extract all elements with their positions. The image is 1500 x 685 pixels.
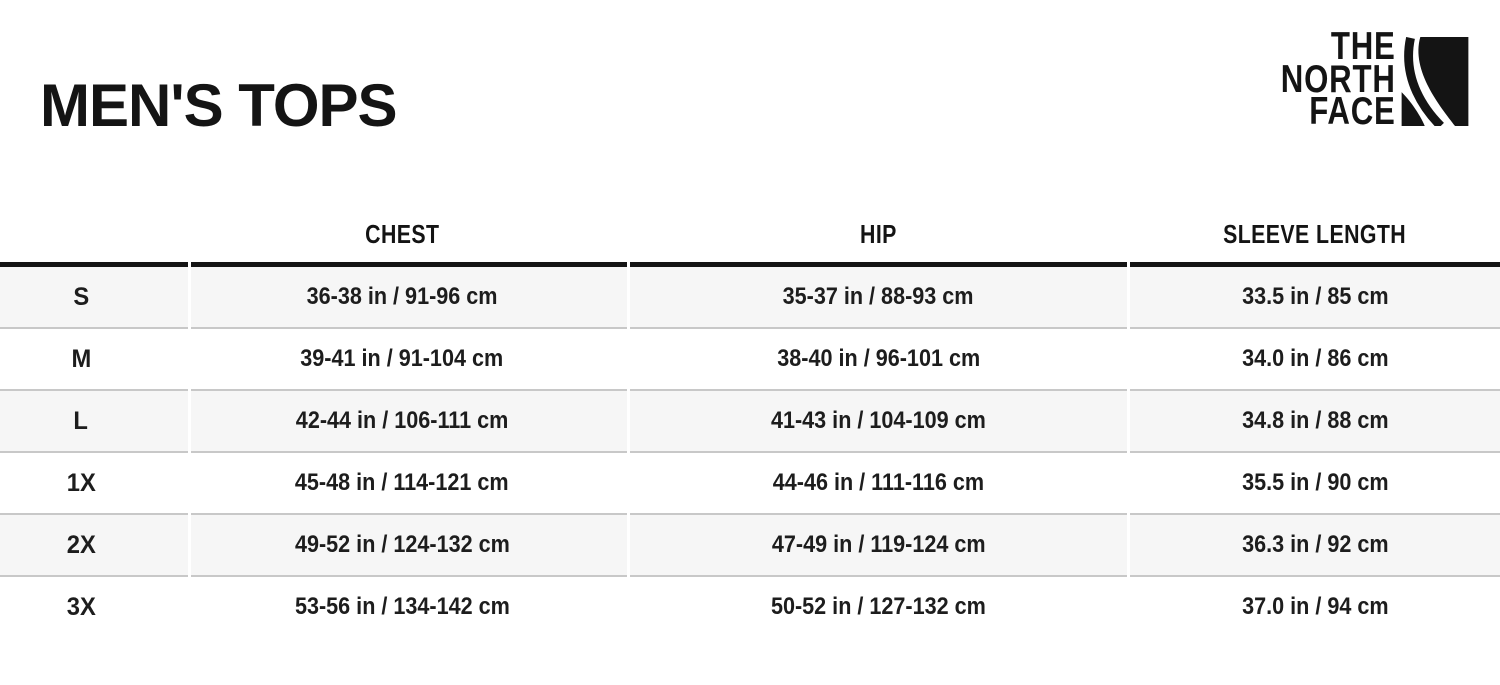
- table-row: [0, 389, 1500, 451]
- column-header-chest: CHEST: [364, 219, 440, 249]
- table-body: [0, 267, 1500, 637]
- table-row: [0, 451, 1500, 513]
- cell-chest: 53-56 in / 134-142 cm: [191, 575, 627, 637]
- half-dome-icon: [1400, 37, 1470, 126]
- header-cell-sleeve-length: [1130, 205, 1500, 262]
- wordmark-line-north: NORTH: [1281, 57, 1396, 101]
- cell-sleeve-length: 33.5 in / 85 cm: [1130, 267, 1500, 327]
- cell-size: L: [0, 389, 188, 451]
- cell-size: M: [0, 327, 188, 389]
- table-row: [0, 327, 1500, 389]
- cell-hip: 50-52 in / 127-132 cm: [630, 575, 1127, 637]
- the-north-face-logo: [1252, 20, 1470, 133]
- table-row: [0, 267, 1500, 327]
- cell-chest: 39-41 in / 91-104 cm: [191, 327, 627, 389]
- cell-chest: 45-48 in / 114-121 cm: [191, 451, 627, 513]
- column-header-sleeve-length: SLEEVE LENGTH: [1223, 219, 1407, 249]
- size-chart-table: [0, 205, 1500, 637]
- cell-sleeve-length: 37.0 in / 94 cm: [1130, 575, 1500, 637]
- cell-sleeve-length: 35.5 in / 90 cm: [1130, 451, 1500, 513]
- the-north-face-wordmark: [1252, 20, 1396, 133]
- wordmark-line-face: FACE: [1309, 90, 1396, 133]
- table-row: [0, 513, 1500, 575]
- cell-chest: 49-52 in / 124-132 cm: [191, 513, 627, 575]
- table-header-row: [0, 205, 1500, 262]
- header-cell-hip: [630, 205, 1127, 262]
- header-cell-chest: [191, 205, 627, 262]
- cell-size: 3X: [0, 575, 188, 637]
- cell-hip: 47-49 in / 119-124 cm: [630, 513, 1127, 575]
- table-row: [0, 575, 1500, 637]
- cell-hip: 41-43 in / 104-109 cm: [630, 389, 1127, 451]
- cell-hip: 44-46 in / 111-116 cm: [630, 451, 1127, 513]
- cell-hip: 35-37 in / 88-93 cm: [630, 267, 1127, 327]
- page-title: MEN'S TOPS: [40, 72, 397, 139]
- column-header-hip: HIP: [860, 219, 897, 249]
- cell-size: 2X: [0, 513, 188, 575]
- cell-sleeve-length: 34.0 in / 86 cm: [1130, 327, 1500, 389]
- wordmark-line-the: THE: [1331, 25, 1396, 68]
- cell-size: S: [0, 267, 188, 327]
- cell-sleeve-length: 36.3 in / 92 cm: [1130, 513, 1500, 575]
- cell-chest: 36-38 in / 91-96 cm: [191, 267, 627, 327]
- cell-chest: 42-44 in / 106-111 cm: [191, 389, 627, 451]
- cell-size: 1X: [0, 451, 188, 513]
- cell-sleeve-length: 34.8 in / 88 cm: [1130, 389, 1500, 451]
- cell-hip: 38-40 in / 96-101 cm: [630, 327, 1127, 389]
- header-cell-size: [0, 205, 188, 262]
